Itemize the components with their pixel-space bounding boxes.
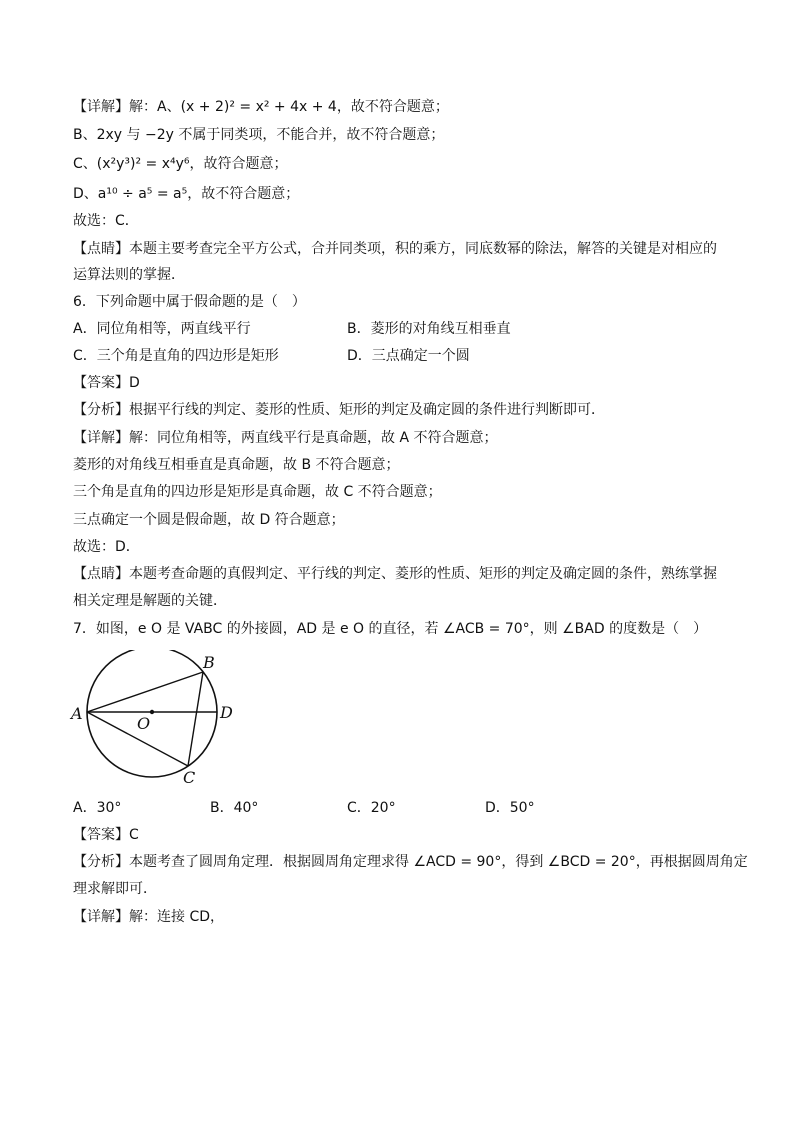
label-o: O [137, 714, 151, 733]
q6-option-c: C．三个角是直角的四边形是矩形 [73, 348, 279, 364]
detail-line-c: C、(x²y³)² = x⁴y⁶，故符合题意； [73, 156, 288, 172]
q6-option-a: A．同位角相等，两直线平行 [73, 321, 251, 337]
q6-analysis: 【分析】根据平行线的判定、菱形的性质、矩形的判定及确定圆的条件进行判断即可． [73, 402, 605, 418]
label-b: B [203, 653, 215, 672]
label-c: C [183, 768, 196, 787]
center-point [150, 710, 154, 714]
label-a: A [71, 704, 83, 723]
comment-line-1: 【点睛】本题主要考查完全平方公式，合并同类项，积的乘方，同底数幂的除法，解答的关键是对相应的 [73, 241, 717, 257]
q7-option-d: D．50° [485, 800, 535, 816]
question-7-stem: 7．如图，e O 是 VABC 的外接圆，AD 是 e O 的直径，若 ∠ACB = 70°，则 ∠BAD 的度数是（ ） [73, 621, 708, 637]
q7-option-b: B．40° [210, 800, 259, 816]
q7-option-c: C．20° [347, 800, 396, 816]
q7-detail: 【详解】解：连接 CD， [73, 909, 225, 925]
detail-line-a: 【详解】解：A、(x + 2)² = x² + 4x + 4，故不符合题意； [73, 99, 449, 115]
question-6-stem: 6．下列命题中属于假命题的是（ ） [73, 294, 306, 310]
q6-choose: 故选：D． [73, 539, 140, 555]
q6-detail-4: 三点确定一个圆是假命题，故 D 符合题意； [73, 512, 345, 528]
label-d: D [220, 703, 233, 722]
q7-analysis-2: 理求解即可． [73, 881, 157, 897]
q6-comment-1: 【点睛】本题考查命题的真假判定、平行线的判定、菱形的性质、矩形的判定及确定圆的条件，熟练掌握 [73, 566, 717, 582]
q6-option-b: B．菱形的对角线互相垂直 [347, 321, 511, 337]
q6-answer: 【答案】D [73, 375, 140, 391]
q6-detail-1: 【详解】解：同位角相等，两直线平行是真命题，故 A 不符合题意； [73, 430, 498, 446]
q6-comment-2: 相关定理是解题的关键． [73, 593, 227, 609]
q7-option-a: A．30° [73, 800, 122, 816]
detail-line-b: B、2xy 与 −2y 不属于同类项，不能合并，故不符合题意； [73, 127, 445, 143]
q6-option-d: D．三点确定一个圆 [347, 348, 470, 364]
circle-diagram [66, 650, 246, 790]
detail-line-d: D、a¹⁰ ÷ a⁵ = a⁵，故不符合题意； [73, 186, 300, 202]
comment-line-2: 运算法则的掌握． [73, 267, 185, 283]
choose-line: 故选：C． [73, 213, 139, 229]
chord-bc [188, 672, 203, 766]
q6-detail-3: 三个角是直角的四边形是矩形是真命题，故 C 不符合题意； [73, 484, 442, 500]
circle-geometry-figure [66, 650, 246, 790]
q7-analysis-1: 【分析】本题考查了圆周角定理．根据圆周角定理求得 ∠ACD = 90°，得到 ∠BCD = 20°，再根据圆周角定 [73, 854, 748, 870]
q6-detail-2: 菱形的对角线互相垂直是真命题，故 B 不符合题意； [73, 457, 400, 473]
q7-answer: 【答案】C [73, 827, 139, 843]
chord-ab [87, 672, 203, 712]
